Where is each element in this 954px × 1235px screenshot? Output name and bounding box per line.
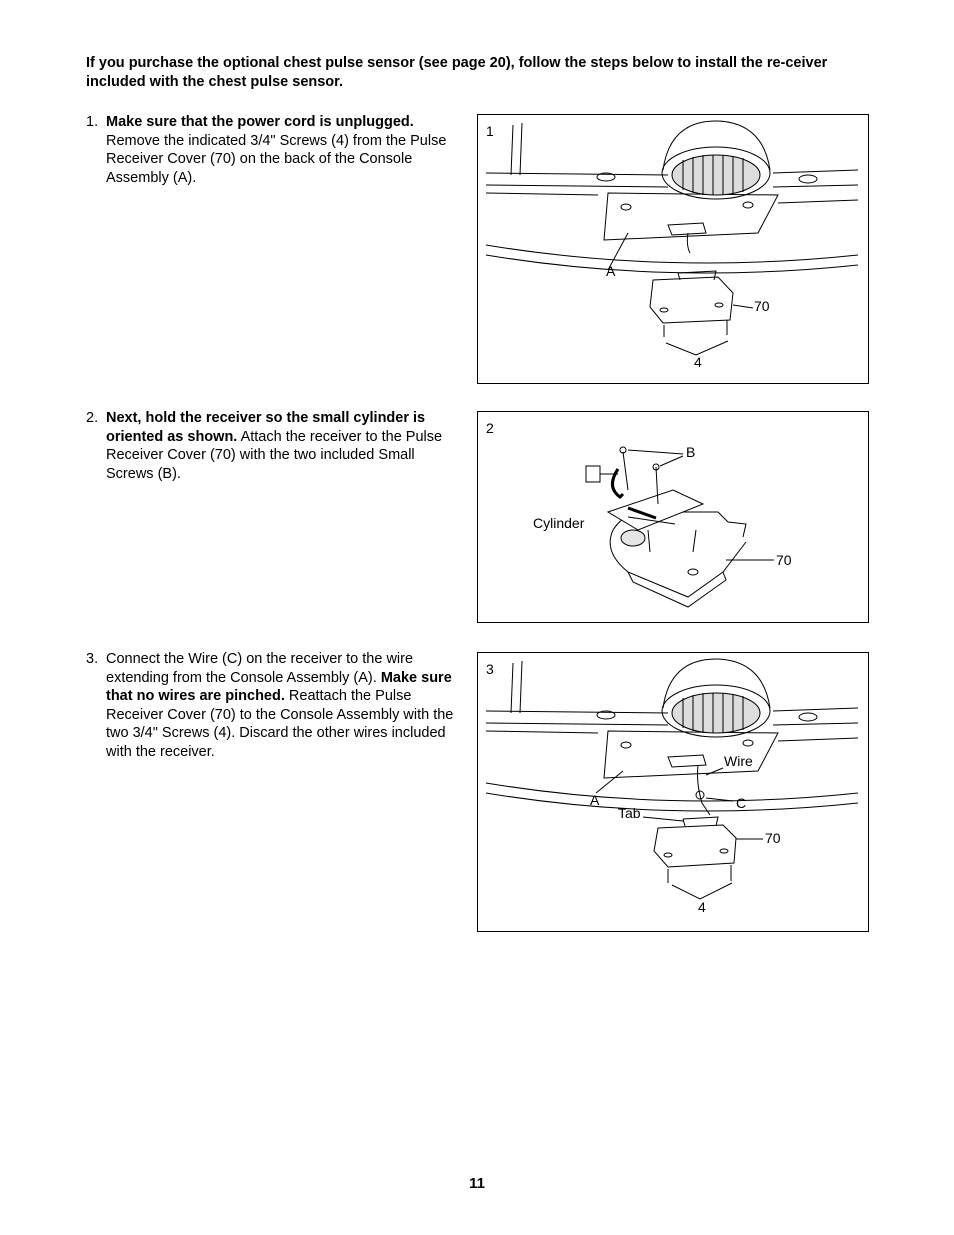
- label-pulse-receiver-cover: 70: [765, 830, 781, 846]
- step-number: 2.: [86, 410, 99, 426]
- step-text: Reattach the Pulse Receiver Cover (70) to the Console Assembly with the two 3/4" Screws (4). Discard the other wires included with the receiver.: [106, 688, 454, 760]
- step-text: Attach the receiver to the Pulse Receiver Cover (70) with the two included Small Screws (B).: [106, 428, 443, 482]
- label-cylinder: Cylinder: [533, 515, 585, 531]
- label-screws: 4: [698, 899, 706, 915]
- figure-3: [477, 652, 869, 932]
- step-emphasis: Next, hold the receiver so the small cylinder is oriented as shown.: [106, 410, 426, 445]
- step-body: [106, 113, 456, 187]
- step-body: [106, 409, 456, 483]
- step-emphasis: Make sure that no wires are pinched.: [106, 669, 452, 704]
- label-pulse-receiver-cover: 70: [776, 552, 792, 568]
- step-emphasis: Make sure that the power cord is unplugged.: [106, 114, 414, 130]
- step-text: Connect the Wire (C) on the receiver to the wire extending from the Console Assembly (A).: [106, 651, 414, 686]
- label-wire-c: C: [736, 795, 747, 811]
- label-tab: Tab: [618, 805, 641, 821]
- label-console-assembly: A: [590, 792, 600, 808]
- figure-2: [477, 411, 869, 623]
- step-1: [86, 113, 456, 187]
- label-wire: Wire: [724, 753, 753, 769]
- step-3: [86, 650, 456, 761]
- step-number: 1.: [86, 114, 99, 130]
- figure-number: 1: [486, 123, 494, 139]
- figure-number: 3: [486, 661, 494, 677]
- label-small-screws: B: [686, 444, 696, 460]
- intro-text: If you purchase the optional chest pulse sensor (see page 20), follow the steps below to install the re-ceiver included with the chest pulse sensor.: [86, 55, 828, 90]
- page-number: 11: [469, 1175, 485, 1192]
- step-number: 3.: [86, 651, 99, 667]
- figure-1-drawing: [478, 115, 868, 383]
- step-body: [106, 650, 456, 761]
- step-2: [86, 409, 456, 483]
- figure-3-drawing: [478, 653, 868, 931]
- figure-number: 2: [486, 420, 494, 436]
- step-text: Remove the indicated 3/4" Screws (4) from the Pulse Receiver Cover (70) on the back of the Console Assembly (A).: [106, 132, 447, 186]
- label-console-assembly: A: [606, 263, 616, 279]
- label-pulse-receiver-cover: 70: [754, 298, 770, 314]
- figure-1: [477, 114, 869, 384]
- label-screws: 4: [694, 354, 702, 370]
